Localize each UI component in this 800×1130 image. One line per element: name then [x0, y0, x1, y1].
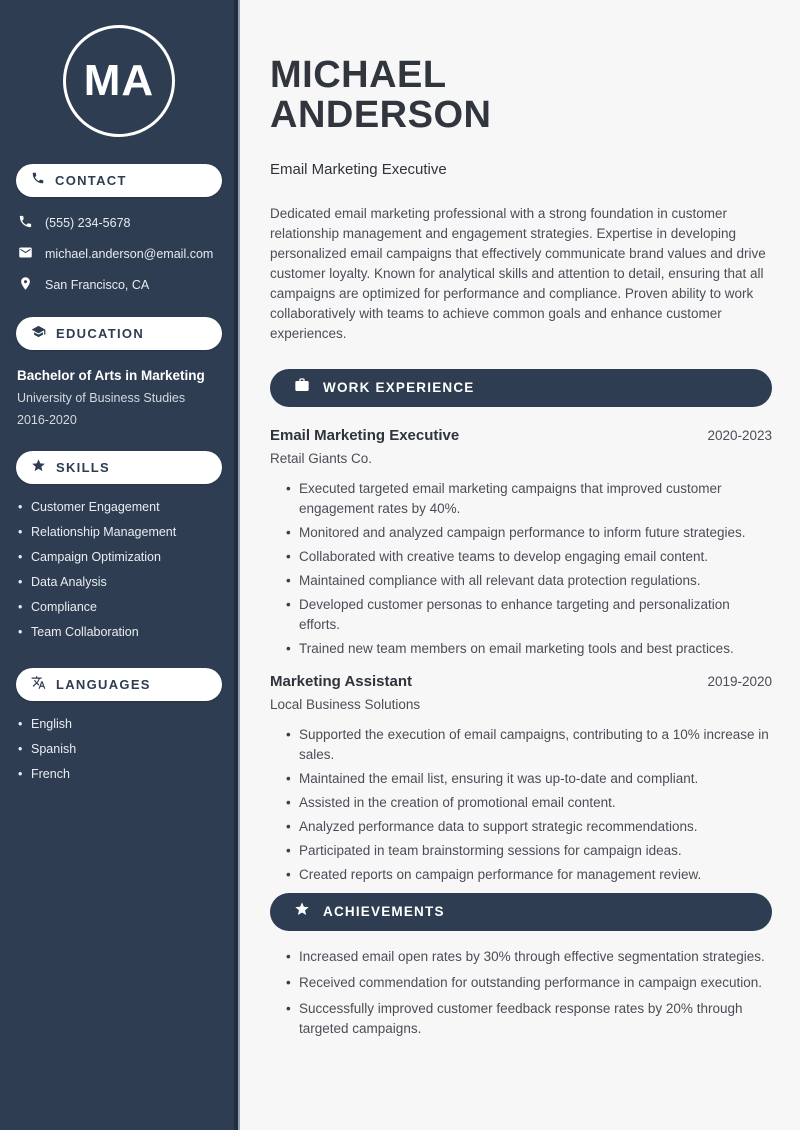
- contact-section-title: CONTACT: [55, 173, 127, 188]
- job-header: [270, 427, 772, 444]
- graduation-cap-icon: [31, 324, 46, 344]
- contact-location-row: [18, 276, 228, 294]
- job-company: Retail Giants Co.: [270, 450, 373, 466]
- translate-icon: [31, 675, 46, 695]
- skill-item: • Compliance: [18, 600, 228, 614]
- language-item: • French: [18, 767, 228, 781]
- job-bullet: • Executed targeted email marketing campaigns that improved customer engagement rates by 40%.: [286, 479, 772, 519]
- contact-email-value: michael.anderson@email.com: [45, 247, 214, 261]
- job-company: Local Business Solutions: [270, 696, 421, 712]
- job-bullet: • Trained new team members on email marketing tools and best practices.: [286, 639, 772, 659]
- work-experience-section-header: [270, 369, 772, 407]
- job-bullet: • Created reports on campaign performance for management review.: [286, 865, 772, 885]
- achievements-list: [286, 947, 772, 1039]
- job-bullet: • Monitored and analyzed campaign performance to inform future strategies.: [286, 523, 772, 543]
- education-years: 2016-2020: [17, 413, 77, 427]
- work-experience-section-title: WORK EXPERIENCE: [323, 380, 475, 396]
- job-entry: [270, 427, 772, 659]
- star-icon: [294, 901, 310, 922]
- achievement-bullet: • Increased email open rates by 30% through effective segmentation strategies.: [286, 947, 772, 967]
- phone-icon: [18, 214, 33, 232]
- job-dates: 2020-2023: [707, 427, 772, 443]
- education-section-title: EDUCATION: [56, 326, 145, 341]
- achievements-section-header: [270, 893, 772, 931]
- education-entry: [17, 368, 224, 427]
- skill-item: • Customer Engagement: [18, 500, 228, 514]
- language-item: • Spanish: [18, 742, 228, 756]
- skill-item: • Data Analysis: [18, 575, 228, 589]
- achievements-section-title: ACHIEVEMENTS: [323, 904, 445, 920]
- contact-email-row: [18, 245, 228, 263]
- location-pin-icon: [18, 276, 33, 294]
- skill-item: • Campaign Optimization: [18, 550, 228, 564]
- achievement-bullet: • Received commendation for outstanding performance in campaign execution.: [286, 973, 772, 993]
- job-bullet-list: [286, 725, 772, 885]
- job-bullet: • Assisted in the creation of promotional email content.: [286, 793, 772, 813]
- job-title: Email Marketing Executive: [270, 426, 460, 444]
- job-dates: 2019-2020: [707, 673, 772, 689]
- skill-item: • Team Collaboration: [18, 625, 228, 639]
- main-content: [240, 0, 800, 1130]
- job-bullet: • Supported the execution of email campaigns, contributing to a 10% increase in sales.: [286, 725, 772, 765]
- contact-section-header: [16, 164, 222, 197]
- skills-list: [18, 500, 228, 639]
- briefcase-icon: [294, 377, 310, 398]
- sidebar: [0, 0, 240, 1130]
- job-bullet: • Maintained the email list, ensuring it was up-to-date and compliant.: [286, 769, 772, 789]
- job-bullet: • Participated in team brainstorming sessions for campaign ideas.: [286, 841, 772, 861]
- job-entry: [270, 673, 772, 885]
- job-bullet-list: [286, 479, 772, 659]
- mail-icon: [18, 245, 33, 263]
- job-title: Marketing Assistant: [270, 672, 412, 690]
- candidate-first-name: MICHAEL: [270, 54, 447, 97]
- skill-item: • Relationship Management: [18, 525, 228, 539]
- phone-icon: [31, 171, 45, 190]
- job-bullet: • Maintained compliance with all relevant data protection regulations.: [286, 571, 772, 591]
- job-header: [270, 673, 772, 690]
- education-degree: Bachelor of Arts in Marketing: [17, 368, 205, 383]
- contact-list: [18, 214, 228, 294]
- candidate-last-name: ANDERSON: [270, 94, 492, 137]
- skills-section-title: SKILLS: [56, 460, 111, 475]
- languages-section-header: [16, 668, 222, 701]
- job-bullet: • Analyzed performance data to support strategic recommendations.: [286, 817, 772, 837]
- contact-phone-row: [18, 214, 228, 232]
- language-item: • English: [18, 717, 228, 731]
- contact-phone-value: (555) 234-5678: [45, 216, 131, 230]
- languages-section-title: LANGUAGES: [56, 677, 151, 692]
- skills-section-header: [16, 451, 222, 484]
- education-section-header: [16, 317, 222, 350]
- job-bullet: • Developed customer personas to enhance targeting and personalization efforts.: [286, 595, 772, 635]
- avatar: [63, 25, 175, 137]
- job-bullet: • Collaborated with creative teams to develop engaging email content.: [286, 547, 772, 567]
- achievement-bullet: • Successfully improved customer feedback response rates by 20% through targeted campaigns.: [286, 999, 772, 1039]
- languages-list: [18, 717, 228, 781]
- candidate-title: Email Marketing Executive: [270, 160, 447, 178]
- avatar-initials: MA: [83, 56, 155, 105]
- star-icon: [31, 458, 46, 478]
- contact-location-value: San Francisco, CA: [45, 278, 150, 292]
- professional-summary: Dedicated email marketing professional with a strong foundation in customer relationship management and engagement strategies. Expertise in developing personalized email campaigns that effectively communicate brand values and drive customer loyalty. Known for analytical skills and attention to detail, ensuring that all campaigns are optimized for performance and compliance. Proven ability to work collaboratively with teams to achieve common goals and enhance customer experiences.: [270, 205, 766, 341]
- candidate-name: [270, 55, 772, 135]
- education-school: University of Business Studies: [17, 391, 186, 405]
